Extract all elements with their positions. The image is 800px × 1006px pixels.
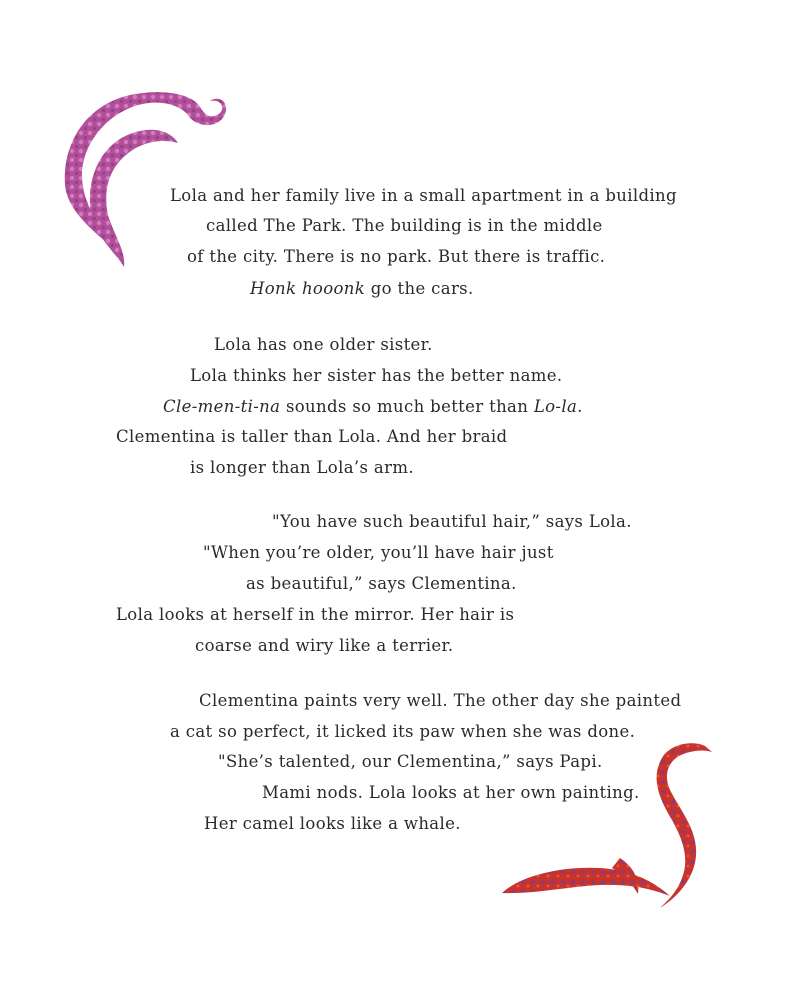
text-run: is longer than Lola’s arm. bbox=[190, 458, 414, 477]
text-line bbox=[214, 335, 433, 355]
text-line bbox=[116, 605, 514, 625]
italic-text: Honk hooonk bbox=[250, 279, 366, 298]
text-run: Lola looks at herself in the mirror. Her hair is bbox=[116, 605, 515, 624]
text-line bbox=[190, 366, 562, 386]
text-run: sounds so much better than bbox=[280, 397, 534, 416]
italic-text: Lo-la. bbox=[533, 397, 583, 416]
text-line bbox=[250, 279, 474, 299]
text-line bbox=[272, 512, 632, 532]
italic-text: Cle-men-ti-na bbox=[163, 397, 281, 416]
text-run: called The Park. The building is in the middle bbox=[206, 216, 603, 235]
text-line bbox=[204, 814, 461, 834]
text-line bbox=[116, 427, 507, 447]
text-line bbox=[190, 458, 414, 478]
text-run: of the city. There is no park. But there is traffic. bbox=[187, 247, 606, 266]
text-line bbox=[203, 543, 554, 563]
text-run: "When you’re older, you’ll have hair just bbox=[203, 543, 554, 562]
text-line bbox=[170, 186, 677, 206]
text-run: "She’s talented, our Clementina,” says Papi. bbox=[218, 752, 603, 771]
text-line bbox=[199, 691, 681, 711]
text-run: Her camel looks like a whale. bbox=[204, 814, 461, 833]
text-line bbox=[206, 216, 603, 236]
text-run: coarse and wiry like a terrier. bbox=[195, 636, 454, 655]
text-line bbox=[195, 636, 454, 656]
pink-swirl-ornament bbox=[60, 85, 230, 270]
text-line bbox=[163, 397, 583, 417]
text-run: go the cars. bbox=[365, 279, 474, 298]
text-run: "You have such beautiful hair,” says Lola. bbox=[272, 512, 632, 531]
text-run: Clementina paints very well. The other day she painted bbox=[199, 691, 682, 710]
text-line bbox=[246, 574, 517, 594]
text-line bbox=[262, 783, 640, 803]
text-line bbox=[170, 722, 635, 742]
text-run: Clementina is taller than Lola. And her braid bbox=[116, 427, 508, 446]
text-run: as beautiful,” says Clementina. bbox=[246, 574, 517, 593]
text-run: Lola and her family live in a small apartment in a building bbox=[170, 186, 677, 205]
text-run: Lola thinks her sister has the better name. bbox=[190, 366, 563, 385]
text-line bbox=[218, 752, 603, 772]
text-line bbox=[187, 247, 605, 267]
text-run: Mami nods. Lola looks at her own painting. bbox=[262, 783, 640, 802]
text-run: a cat so perfect, it licked its paw when she was done. bbox=[170, 722, 636, 741]
text-run: Lola has one older sister. bbox=[214, 335, 433, 354]
